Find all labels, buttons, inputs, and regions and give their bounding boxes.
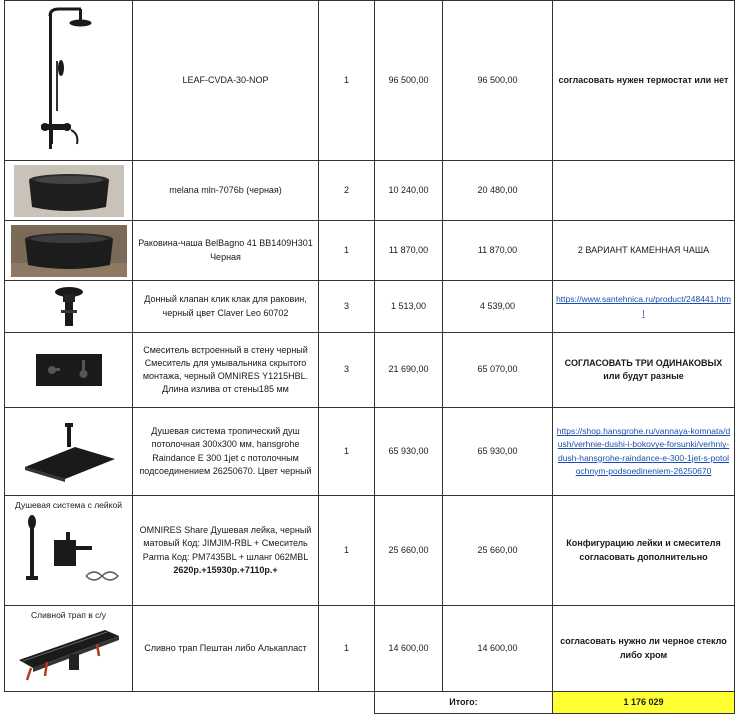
quantity: 1 (319, 606, 375, 692)
product-name: LEAF-CVDA-30-NOP (133, 1, 319, 161)
note: согласовать нужен термостат или нет (553, 1, 735, 161)
unit-price: 65 930,00 (375, 408, 443, 496)
total-row (5, 692, 735, 714)
product-name: melana mln-7076b (черная) (133, 161, 319, 221)
note: СОГЛАСОВАТЬ ТРИ ОДИНАКОВЫХ или будут разные (553, 333, 735, 408)
shower-column-icon (19, 6, 119, 156)
product-name: Донный клапан клик клак для раковин, черный цвет Claver Leo 60702 (133, 281, 319, 333)
price-breakdown: 2620р.+15930р.+7110р.+ (173, 564, 278, 575)
unit-price: 1 513,00 (375, 281, 443, 333)
product-name: OMNIRES Share Душевая лейка, черный матовый Код: JIMJIM-RBL + Смеситель Parma Код: PM7435BL + шланг 062MBL (139, 525, 312, 562)
line-total: 96 500,00 (443, 1, 553, 161)
note-cell (553, 408, 735, 496)
product-image-cell (5, 408, 133, 496)
table-row (5, 221, 735, 281)
note: 2 ВАРИАНТ КАМЕННАЯ ЧАША (553, 221, 735, 281)
unit-price: 25 660,00 (375, 496, 443, 606)
empty-cell (319, 692, 375, 714)
unit-price: 21 690,00 (375, 333, 443, 408)
total-value: 1 176 029 (553, 692, 735, 714)
unit-price: 10 240,00 (375, 161, 443, 221)
quantity: 1 (319, 1, 375, 161)
total-label: Итого: (375, 692, 553, 714)
note: Конфигурацию лейки и смесителя согласовать дополнительно (553, 496, 735, 606)
wall-mixer-icon (34, 350, 104, 390)
line-total: 14 600,00 (443, 606, 553, 692)
table-row (5, 1, 735, 161)
quantity: 2 (319, 161, 375, 221)
note (553, 161, 735, 221)
stone-basin-icon (11, 225, 127, 277)
product-link[interactable]: https://shop.hansgrohe.ru/vannaya-komnata/dush/verhnie-dushi-i-bokovye-forsunki/verhniy-dush-hansgrohe-raindance-e-300-1jet-s-potolochnym-podsoedineniem-26250670 (556, 426, 731, 476)
unit-price: 96 500,00 (375, 1, 443, 161)
round-basin-icon (14, 165, 124, 217)
quantity: 3 (319, 333, 375, 408)
drain-valve-icon (49, 284, 89, 330)
empty-cell (5, 692, 133, 714)
product-image-cell (5, 221, 133, 281)
product-name-cell (133, 496, 319, 606)
product-name: Душевая система тропический душ потолочная 300x300 мм, hansgrohe Raindance E 300 1jet с потолочным подсоединением 26250670. Цвет черный (133, 408, 319, 496)
table-row (5, 281, 735, 333)
note: согласовать нужно ли черное стекло либо хром (553, 606, 735, 692)
product-name: Сливно трап Пештан либо Алькапласт (133, 606, 319, 692)
quantity: 1 (319, 408, 375, 496)
quantity: 1 (319, 496, 375, 606)
image-caption: Сливной трап в с/у (31, 610, 106, 620)
table-row (5, 496, 735, 606)
hand-shower-set-icon (14, 514, 124, 588)
unit-price: 14 600,00 (375, 606, 443, 692)
line-total: 20 480,00 (443, 161, 553, 221)
unit-price: 11 870,00 (375, 221, 443, 281)
note-cell (553, 281, 735, 333)
product-link[interactable]: https://www.santehnica.ru/product/248441.html (556, 294, 731, 318)
line-total: 65 070,00 (443, 333, 553, 408)
floor-drain-icon (13, 624, 125, 686)
product-image-cell (5, 496, 133, 606)
product-image-cell (5, 281, 133, 333)
line-total: 11 870,00 (443, 221, 553, 281)
line-total: 25 660,00 (443, 496, 553, 606)
product-name: Смеситель встроенный в стену черный Смеситель для умывальника скрытого монтажа, черный OMNIRES Y1215HBL. Длина излива от стены185 мм (133, 333, 319, 408)
product-name: Раковина-чаша BelBagno 41 BB1409H301 Черная (133, 221, 319, 281)
line-total: 4 539,00 (443, 281, 553, 333)
product-image-cell (5, 333, 133, 408)
product-image-cell (5, 1, 133, 161)
table-row (5, 333, 735, 408)
empty-cell (133, 692, 319, 714)
estimate-table (4, 0, 735, 714)
line-total: 65 930,00 (443, 408, 553, 496)
quantity: 3 (319, 281, 375, 333)
product-image-cell (5, 606, 133, 692)
table-row (5, 161, 735, 221)
table-row (5, 606, 735, 692)
quantity: 1 (319, 221, 375, 281)
table-row (5, 408, 735, 496)
ceiling-shower-icon (19, 419, 119, 485)
product-image-cell (5, 161, 133, 221)
image-caption: Душевая система с лейкой (15, 500, 122, 510)
